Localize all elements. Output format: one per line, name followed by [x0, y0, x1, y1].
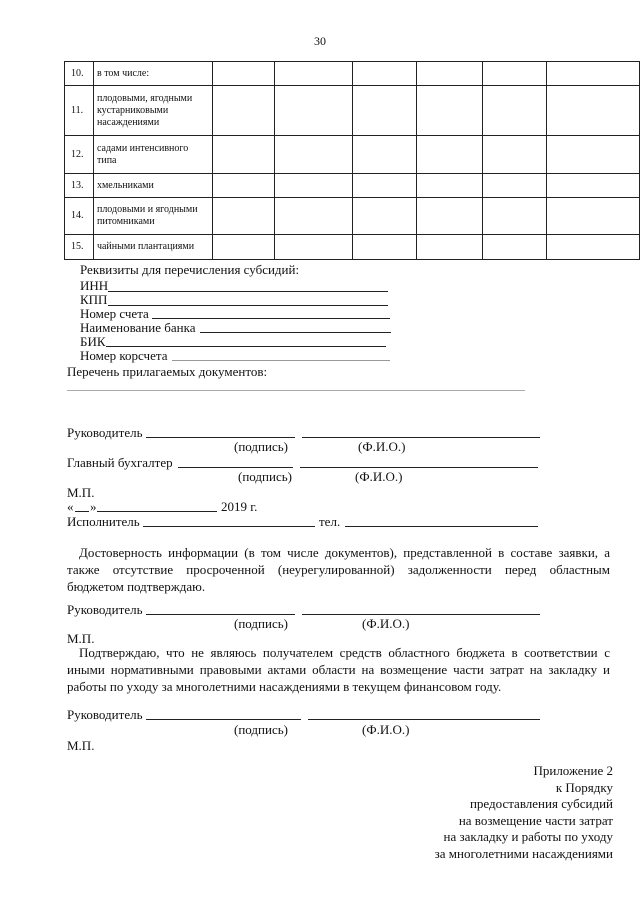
head-label: Руководитель	[67, 602, 143, 617]
row-number: 15.	[65, 235, 94, 260]
date-month-field[interactable]	[97, 511, 217, 512]
data-table	[64, 61, 640, 260]
executor-label: Исполнитель	[67, 514, 140, 529]
name-caption: (Ф.И.О.)	[358, 439, 406, 454]
docs-list-label: Перечень прилагаемых документов:	[67, 364, 268, 379]
signature-caption: (подпись)	[234, 439, 288, 454]
date-year: 2019 г.	[221, 499, 258, 514]
head-signature-field[interactable]	[146, 614, 295, 615]
head-signature-field[interactable]	[146, 719, 301, 720]
executor-field[interactable]	[143, 526, 315, 527]
bik-label: БИК	[80, 334, 106, 349]
docs-list-field[interactable]	[67, 390, 525, 391]
inn-label: ИНН	[80, 278, 109, 293]
phone-label: тел.	[319, 514, 341, 529]
kpp-label: КПП	[80, 292, 108, 307]
requisites-title: Реквизиты для перечисления субсидий:	[80, 262, 300, 277]
bank-field[interactable]	[200, 332, 391, 333]
account-field[interactable]	[152, 318, 390, 319]
row-description: хмельниками	[93, 174, 212, 198]
row-description: чайными плантациями	[93, 235, 212, 260]
appendix-line: к Порядку	[555, 779, 613, 795]
corr-label: Номер корсчета	[80, 348, 168, 363]
row-number: 11.	[65, 86, 94, 136]
appendix-line: на возмещение части затрат	[458, 812, 613, 828]
account-label: Номер счета	[80, 306, 149, 321]
row-description: в том числе:	[93, 62, 212, 86]
corr-field[interactable]	[172, 360, 390, 361]
table-row	[65, 235, 640, 260]
non-recipient-paragraph: Подтверждаю, что не являюсь получателем средств областного бюджета в соответствии с иными нормативными правовыми актами области на возмещение части затрат на закладку и работы по уходу за многолетними насаждениями в текущем финансовом году.	[67, 645, 610, 694]
bank-label: Наименование банка	[80, 320, 196, 335]
signature-caption: (подпись)	[234, 722, 288, 737]
stamp-label: М.П.	[67, 485, 95, 500]
head-name-field[interactable]	[302, 614, 540, 615]
row-number: 14.	[65, 198, 94, 235]
table-row	[65, 136, 640, 174]
table-row	[65, 86, 640, 136]
confirmation-paragraph: Достоверность информации (в том числе документов), представленной в составе заявки, а также отсутствие просроченной (неурегулированной) задолженности перед областным бюджетом подтверждаю.	[67, 545, 610, 594]
head-name-field[interactable]	[302, 437, 540, 438]
head-label: Руководитель	[67, 425, 143, 440]
row-number: 12.	[65, 136, 94, 174]
page-number: 30	[314, 34, 326, 48]
name-caption: (Ф.И.О.)	[362, 722, 410, 737]
phone-field[interactable]	[345, 526, 538, 527]
table-row	[65, 62, 640, 86]
row-description: плодовыми и ягодными питомниками	[93, 198, 212, 235]
stamp-label: М.П.	[67, 738, 95, 753]
row-description: садами интенсивного типа	[93, 136, 212, 174]
kpp-field[interactable]	[108, 305, 388, 306]
row-number: 10.	[65, 62, 94, 86]
name-caption: (Ф.И.О.)	[355, 469, 403, 484]
date-day-field[interactable]	[75, 511, 89, 512]
appendix-header	[435, 763, 613, 862]
table-row	[65, 198, 640, 235]
row-description: плодовыми, ягодными кустарниковыми насаждениями	[93, 86, 212, 136]
bik-field[interactable]	[106, 346, 386, 347]
signature-caption: (подпись)	[234, 616, 288, 631]
accountant-name-field[interactable]	[300, 467, 538, 468]
row-number: 13.	[65, 174, 94, 198]
appendix-line: на закладку и работы по уходу	[443, 829, 613, 844]
head-name-field[interactable]	[308, 719, 540, 720]
head-label: Руководитель	[67, 707, 143, 722]
table-row	[65, 174, 640, 198]
appendix-line: за многолетними насаждениями	[434, 845, 613, 861]
signature-caption: (подпись)	[238, 469, 292, 484]
accountant-signature-field[interactable]	[178, 467, 293, 468]
name-caption: (Ф.И.О.)	[362, 616, 410, 631]
appendix-line: Приложение 2	[533, 763, 613, 778]
stamp-label: М.П.	[67, 631, 95, 646]
date-close-quote: »	[90, 499, 97, 514]
date-open-quote: «	[67, 499, 74, 514]
head-signature-field[interactable]	[146, 437, 295, 438]
inn-field[interactable]	[108, 291, 388, 292]
accountant-label: Главный бухгалтер	[67, 455, 173, 470]
appendix-line: предоставления субсидий	[469, 796, 613, 811]
